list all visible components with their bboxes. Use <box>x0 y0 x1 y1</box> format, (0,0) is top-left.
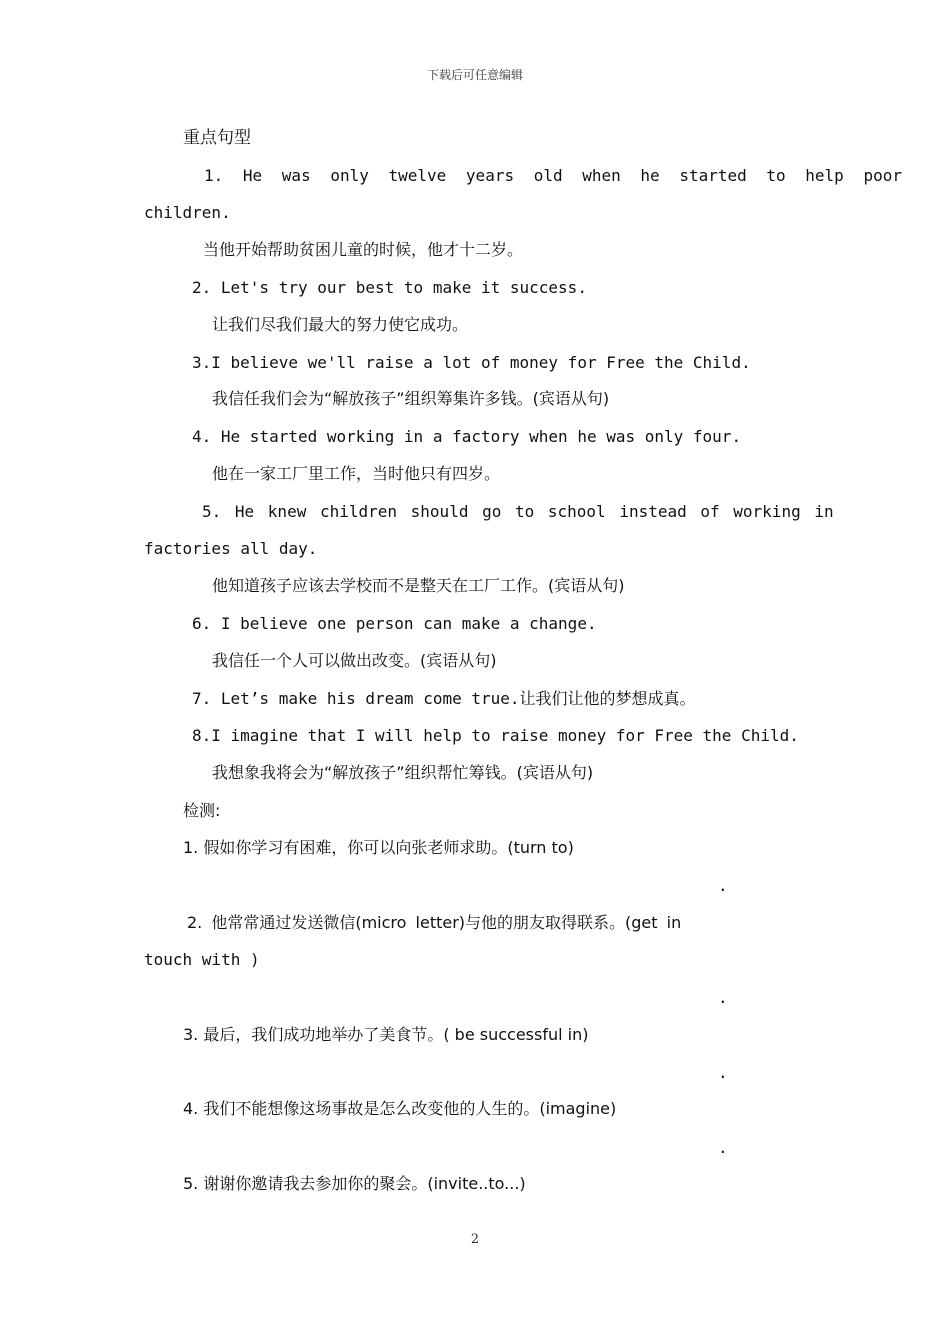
sentence-6-en: 6. I believe one person can make a change. <box>192 614 597 633</box>
sentence-5-en-line1: 5. He knew children should go to school instead of working in <box>202 502 834 521</box>
sentence-1-en-line1 <box>204 166 902 186</box>
sentence-4-cn: 他在一家工厂里工作，当时他只有四岁。 <box>212 464 501 483</box>
sentence-5-cn: 他知道孩子应该去学校而不是整天在工厂工作。(宾语从句) <box>212 576 625 595</box>
test-5-question: 5. 谢谢你邀请我去参加你的聚会。(invite..to...) <box>183 1174 526 1193</box>
sentence-2-en: 2. Let's try our best to make it success. <box>192 278 587 297</box>
sentence-1-en-text: 1. He was only twelve years old when he started to help poor <box>204 166 902 185</box>
test-1-answer-blank: . <box>718 876 728 895</box>
test-1-question: 1. 假如你学习有困难，你可以向张老师求助。(turn to) <box>183 838 574 857</box>
test-title: 检测: <box>183 801 221 820</box>
sentence-5-en-line2: factories all day. <box>144 539 318 558</box>
section-title: 重点句型 <box>183 128 251 148</box>
test-3-question: 3. 最后，我们成功地举办了美食节。( be successful in) <box>183 1025 589 1044</box>
sentence-8-en: 8.I imagine that I will help to raise money for Free the Child. <box>192 726 799 745</box>
sentence-1-en-line2: children. <box>144 203 231 222</box>
sentence-4-en: 4. He started working in a factory when he was only four. <box>192 427 742 446</box>
page-number: 2 <box>470 1232 480 1247</box>
test-4-answer-blank: . <box>718 1138 728 1157</box>
test-2-answer-blank: . <box>718 988 728 1007</box>
sentence-3-cn: 我信任我们会为“解放孩子”组织筹集许多钱。(宾语从句) <box>212 389 610 408</box>
test-2-question-line1: 2. 他常常通过发送微信(micro letter)与他的朋友取得联系。(get in <box>187 913 682 932</box>
test-4-question: 4. 我们不能想像这场事故是怎么改变他的人生的。(imagine) <box>183 1099 617 1118</box>
sentence-6-cn: 我信任一个人可以做出改变。(宾语从句) <box>212 651 497 670</box>
sentence-1-cn: 当他开始帮助贫困儿童的时候，他才十二岁。 <box>203 240 524 259</box>
sentence-7-en: 7. Let’s make his dream come true.让我们让他的梦想成真。 <box>192 689 696 708</box>
sentence-8-cn: 我想象我将会为“解放孩子”组织帮忙筹钱。(宾语从句) <box>212 763 594 782</box>
page-header: 下载后可任意编辑 <box>426 68 523 82</box>
test-2-question-line2: touch with ) <box>144 950 260 969</box>
sentence-2-cn: 让我们尽我们最大的努力使它成功。 <box>212 315 469 334</box>
sentence-3-en: 3.I believe we'll raise a lot of money for Free the Child. <box>192 353 751 372</box>
test-3-answer-blank: . <box>718 1063 728 1082</box>
